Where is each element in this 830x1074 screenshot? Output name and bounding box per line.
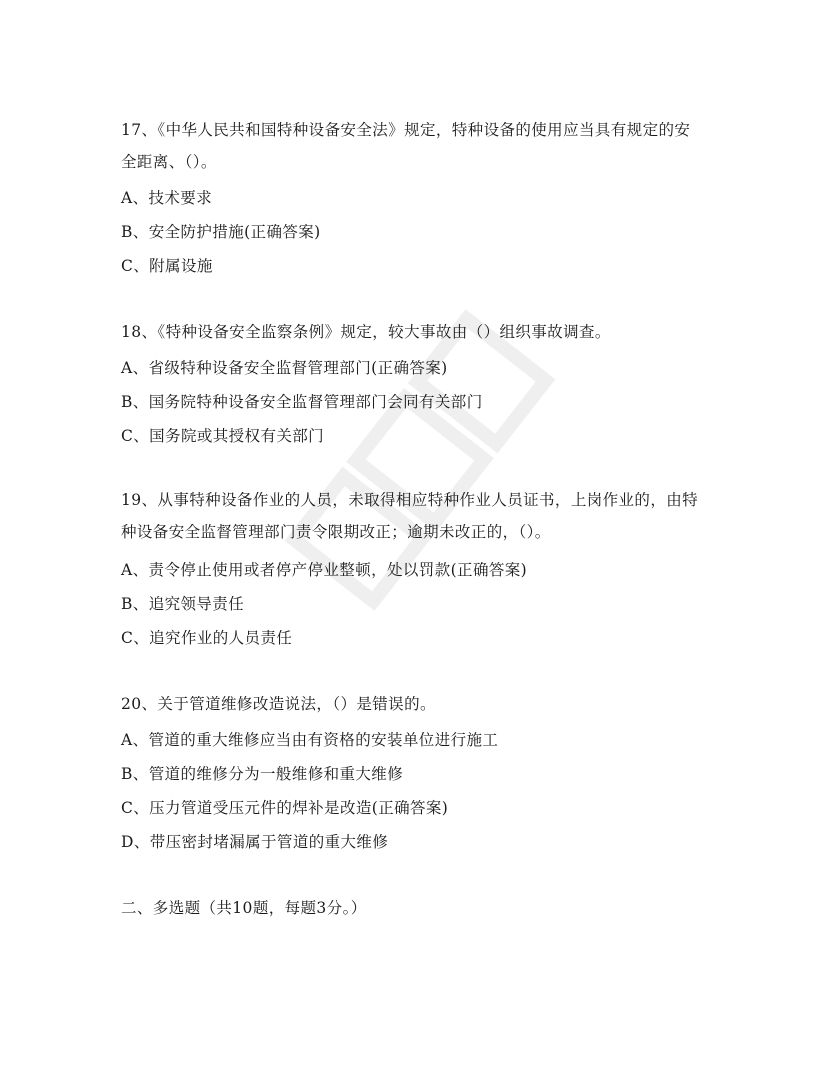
q17-option-b: B、安全防护措施(正确答案): [121, 223, 321, 241]
q20-option-c: C、压力管道受压元件的焊补是改造(正确答案): [121, 799, 449, 817]
q17-option-c: C、附属设施: [121, 257, 213, 275]
q18-stem-line1: 18、《特种设备安全监察条例》规定，较大事故由（）组织事故调查。: [121, 323, 611, 341]
q20-stem-line1: 20、关于管道维修改造说法，（）是错误的。: [121, 695, 436, 713]
q18-option-c: C、国务院或其授权有关部门: [121, 427, 325, 445]
q18-option-b: B、国务院特种设备安全监督管理部门会同有关部门: [121, 393, 483, 411]
q20-option-b: B、管道的维修分为一般维修和重大维修: [121, 765, 404, 783]
q19-option-a: A、责令停止使用或者停产停业整顿，处以罚款(正确答案): [121, 561, 528, 579]
q20-option-a: A、管道的重大维修应当由有资格的安装单位进行施工: [121, 731, 499, 749]
section-heading: 二、多选题（共10题，每题3分。）: [121, 899, 367, 917]
q18-option-a: A、省级特种设备安全监督管理部门(正确答案): [121, 359, 448, 377]
q19-stem-line1: 19、从事特种设备作业的人员，未取得相应特种作业人员证书，上岗作业的，由特: [121, 491, 699, 509]
q20-option-d: D、带压密封堵漏属于管道的重大维修: [121, 833, 389, 851]
q17-stem-line2: 全距离、（）。: [121, 153, 217, 171]
q19-stem-line2: 种设备安全监督管理部门责令限期改正；逾期未改正的，（）。: [121, 523, 551, 541]
q17-stem-line1: 17、《中华人民共和国特种设备安全法》规定，特种设备的使用应当具有规定的安: [121, 121, 691, 139]
q19-option-c: C、追究作业的人员责任: [121, 629, 293, 647]
q19-option-b: B、追究领导责任: [121, 595, 245, 613]
q17-option-a: A、技术要求: [121, 189, 213, 207]
